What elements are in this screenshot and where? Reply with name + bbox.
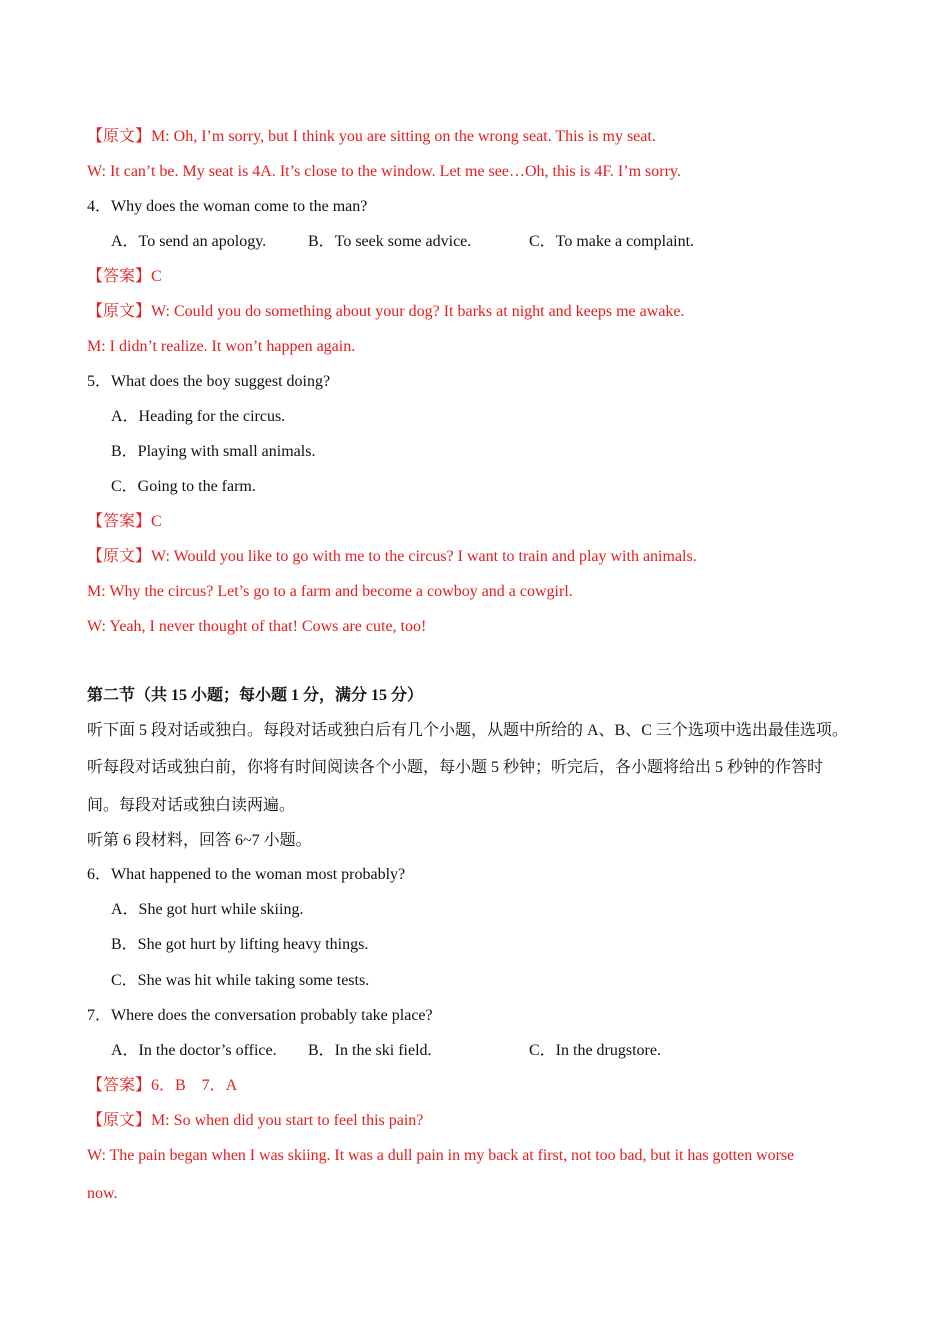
q5-question: 5．What does the boy suggest doing?	[87, 373, 331, 390]
q3-transcript-line-1: 【原文】M: Oh, I’m sorry, but I think you are sitting on the wrong seat. This is my seat.	[87, 128, 656, 145]
material-note: 听第 6 段材料，回答 6~7 小题。	[87, 832, 312, 849]
q6-option-a: A．She got hurt while skiing.	[111, 901, 304, 918]
q67-transcript-line-1: 【原文】M: So when did you start to feel this pain?	[87, 1112, 424, 1129]
section-instructions-line-2: 听每段对话或独白前，你将有时间阅读各个小题，每小题 5 秒钟；听完后，各小题将给出 5 秒钟的作答时	[87, 759, 824, 776]
q3-transcript-line-2: W: It can’t be. My seat is 4A. It’s close to the window. Let me see…Oh, this is 4F. I’m sorry.	[87, 163, 681, 180]
q4-option-b: B．To seek some advice.	[308, 233, 472, 250]
q4-transcript-line-2: M: I didn’t realize. It won’t happen again.	[87, 338, 356, 355]
q4-question: 4．Why does the woman come to the man?	[87, 198, 368, 215]
q7-option-b: B．In the ski field.	[308, 1042, 432, 1059]
q5-transcript-line-3: W: Yeah, I never thought of that! Cows are cute, too!	[87, 618, 427, 635]
q4-answer: 【答案】C	[87, 268, 162, 285]
q5-transcript-line-2: M: Why the circus? Let’s go to a farm and become a cowboy and a cowgirl.	[87, 583, 573, 600]
q4-transcript-line-1: 【原文】W: Could you do something about your dog? It barks at night and keeps me awake.	[87, 303, 685, 320]
q67-answer: 【答案】6．B 7．A	[87, 1077, 238, 1094]
q7-option-c: C．In the drugstore.	[529, 1042, 661, 1059]
q5-option-a: A．Heading for the circus.	[111, 408, 286, 425]
q5-transcript-line-1: 【原文】W: Would you like to go with me to the circus? I want to train and play with animals.	[87, 548, 697, 565]
q7-question: 7．Where does the conversation probably take place?	[87, 1007, 433, 1024]
q6-option-c: C．She was hit while taking some tests.	[111, 972, 370, 989]
q4-option-a: A．To send an apology.	[111, 233, 267, 250]
q67-transcript-line-2: W: The pain began when I was skiing. It was a dull pain in my back at first, not too bad, but it has gotten worse	[87, 1147, 795, 1164]
q5-option-c: C．Going to the farm.	[111, 478, 256, 495]
q5-option-b: B．Playing with small animals.	[111, 443, 316, 460]
q5-answer: 【答案】C	[87, 513, 162, 530]
q67-transcript-line-3: now.	[87, 1185, 118, 1202]
q6-question: 6．What happened to the woman most probably?	[87, 866, 406, 883]
section-heading: 第二节（共 15 小题；每小题 1 分，满分 15 分）	[87, 687, 424, 704]
section-instructions-line-3: 间。每段对话或独白读两遍。	[87, 797, 296, 814]
q6-option-b: B．She got hurt by lifting heavy things.	[111, 936, 369, 953]
section-instructions-line-1: 听下面 5 段对话或独白。每段对话或独白后有几个小题，从题中所给的 A、B、C 三个选项中选出最佳选项。	[87, 722, 848, 739]
q4-option-c: C．To make a complaint.	[529, 233, 695, 250]
q7-option-a: A．In the doctor’s office.	[111, 1042, 277, 1059]
